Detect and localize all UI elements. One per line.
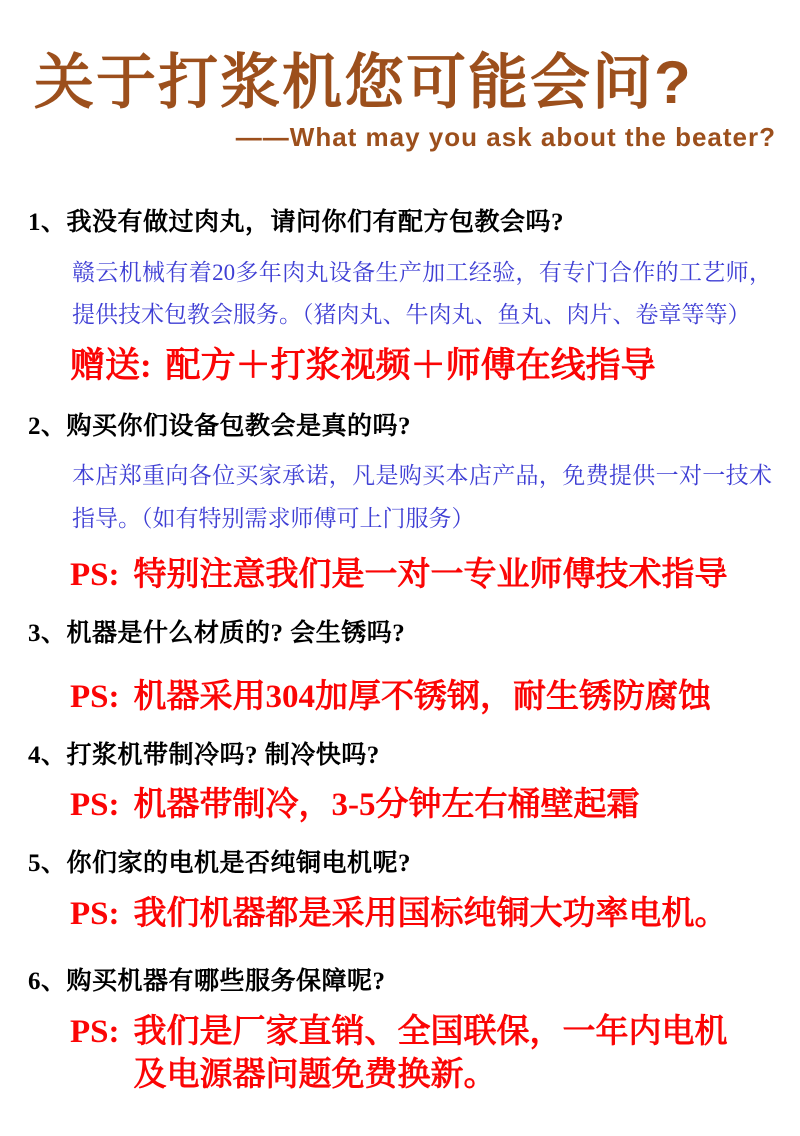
note-2: 本店郑重向各位买家承诺，凡是购买本店产品，免费提供一对一技术指导。（如有特别需求师傅可上门服务） xyxy=(72,463,772,531)
question-6-text: 购买机器有哪些服务保障呢? xyxy=(66,968,386,996)
question-3 xyxy=(28,618,800,651)
answer-6-text: 我们是厂家直销、全国联保，一年内电机及电源器问题免费换新。 xyxy=(133,1013,728,1094)
question-1-text: 我没有做过肉丸，请问你们有配方包教会吗? xyxy=(66,209,565,236)
answer-3-text: 机器采用304加厚不锈钢，耐生锈防腐蚀 xyxy=(133,679,711,716)
faq-item-4 xyxy=(0,740,800,828)
question-1-number: 1、 xyxy=(28,209,67,236)
answer-2 xyxy=(70,554,800,598)
question-2-number: 2、 xyxy=(28,412,67,440)
question-4-number: 4、 xyxy=(28,741,67,769)
faq-item-6 xyxy=(0,966,800,1098)
faq-item-1 xyxy=(0,207,800,389)
answer-2-text: 特别注意我们是一对一专业师傅技术指导 xyxy=(133,557,728,594)
answer-1 xyxy=(70,343,800,389)
question-3-number: 3、 xyxy=(28,619,67,647)
page-subtitle: ——What may you ask about the beater? xyxy=(235,122,776,152)
question-5 xyxy=(28,848,800,881)
answer-5-prefix: PS: xyxy=(70,895,120,932)
answer-1-text: 配方＋打浆视频＋师傅在线指导 xyxy=(165,345,656,385)
answer-6-prefix: PS: xyxy=(70,1013,120,1050)
answer-3-prefix: PS: xyxy=(70,679,120,716)
question-5-number: 5、 xyxy=(28,850,67,878)
question-6 xyxy=(28,966,800,999)
answer-2-prefix: PS: xyxy=(70,557,120,594)
question-6-number: 6、 xyxy=(28,968,67,996)
answer-5 xyxy=(70,893,800,937)
page-title: 关于打浆机您可能会问? xyxy=(34,49,693,116)
question-4-text: 打浆机带制冷吗? 制冷快吗? xyxy=(66,741,380,769)
answer-4-prefix: PS: xyxy=(70,787,120,824)
note-1: 赣云机械有着20多年肉丸设备生产加工经验，有专门合作的工艺师，提供技术包教会服务。（猪肉丸、牛肉丸、鱼丸、肉片、卷章等等） xyxy=(72,259,772,328)
faq-list xyxy=(0,207,800,1098)
question-2 xyxy=(28,411,800,444)
faq-item-3 xyxy=(0,618,800,720)
faq-item-5 xyxy=(0,848,800,936)
question-4 xyxy=(28,740,800,773)
question-3-text: 机器是什么材质的? 会生锈吗? xyxy=(66,619,406,647)
question-5-text: 你们家的电机是否纯铜电机呢? xyxy=(66,850,412,878)
question-2-text: 购买你们设备包教会是真的吗? xyxy=(66,412,412,440)
answer-4 xyxy=(70,784,800,828)
answer-4-text: 机器带制冷，3-5分钟左右桶壁起霜 xyxy=(133,787,640,824)
faq-item-2 xyxy=(0,411,800,598)
question-1 xyxy=(28,207,800,240)
answer-6 xyxy=(70,1011,800,1098)
answer-1-prefix: 赠送: xyxy=(70,345,152,385)
answer-3 xyxy=(70,676,800,720)
answer-5-text: 我们机器都是采用国标纯铜大功率电机。 xyxy=(133,895,728,932)
